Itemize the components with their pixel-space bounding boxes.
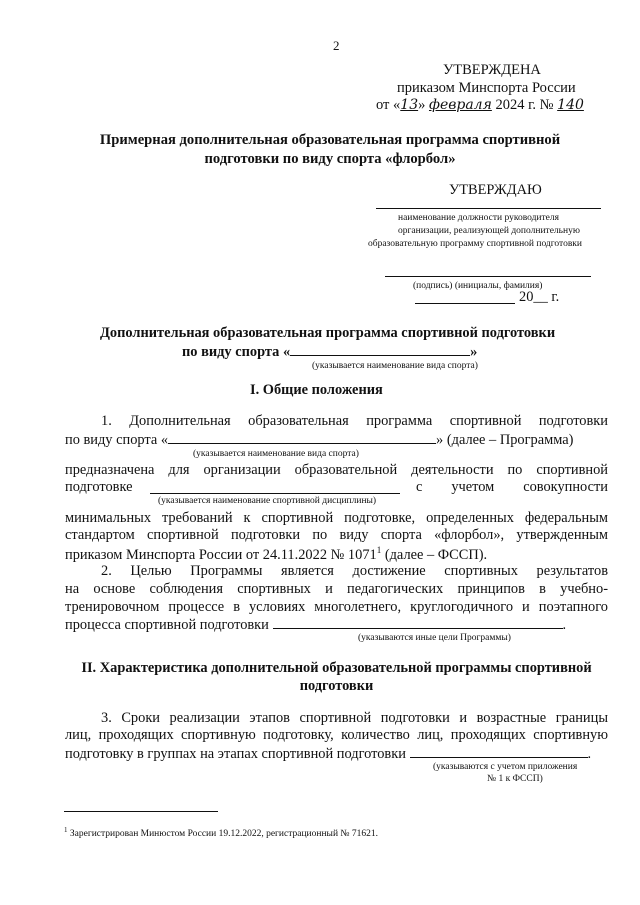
approval-title: УТВЕРЖДЕНА xyxy=(443,62,541,78)
approval-day: 13 xyxy=(400,97,419,113)
approval-date-mid: » xyxy=(418,97,426,113)
p1-line7-text: приказом Минспорта России от 24.11.2022 № 1071 xyxy=(65,546,377,563)
utverzhdayu-label: УТВЕРЖДАЮ xyxy=(449,182,542,198)
p1-line1: 1. Дополнительная образовательная программа спортивной подготовки xyxy=(101,413,608,429)
p1-line4-b: с учетом совокупности xyxy=(416,479,608,495)
p1-line4-a: подготовке xyxy=(65,479,133,495)
approval-date-prefix: от « xyxy=(376,97,401,113)
p2-line1: 2. Целью Программы является достижение спортивных результатов xyxy=(101,563,608,579)
approval-month: февраля xyxy=(428,97,492,113)
p3-line3-text: подготовку в группах на этапах спортивной подготовки xyxy=(65,746,406,762)
p1-line2 xyxy=(65,431,608,449)
footnote-mark: 1 xyxy=(64,826,68,834)
document-title xyxy=(60,131,600,169)
p2-caption: (указываются иные цели Программы) xyxy=(358,633,511,643)
p3-line3-end: . xyxy=(587,746,592,762)
program-title-prefix: по виду спорта « xyxy=(182,344,291,360)
program-title-line1: Дополнительная образовательная программа спортивной подготовки xyxy=(100,325,556,341)
p1-line5: минимальных требований к спортивной подготовке, определенных федеральным xyxy=(65,510,608,526)
document-title-line2: подготовки по виду спорта «флорбол» xyxy=(204,151,456,167)
section2-heading-line1: II. Характеристика дополнительной образовательной программы спортивной xyxy=(81,660,592,676)
p2-line4 xyxy=(65,616,566,634)
p3-line3 xyxy=(65,745,591,763)
footnote-separator xyxy=(64,811,218,812)
signature-line xyxy=(385,276,591,277)
document-title-line1: Примерная дополнительная образовательная программа спортивной xyxy=(99,132,561,148)
footnote-text: Зарегистрирован Минюстом России 19.12.2022, регистрационный № 71621. xyxy=(67,829,378,840)
p1-line6: стандартом спортивной подготовки по виду спорта «флорбол», утвержденным xyxy=(65,527,608,543)
p2-line4-end: . xyxy=(562,617,567,633)
p1-line2-prefix: по виду спорта « xyxy=(65,432,169,448)
manager-caption-1: наименование должности руководителя xyxy=(398,213,559,223)
program-title-caption: (указывается наименование вида спорта) xyxy=(312,361,478,371)
p1-sport-blank xyxy=(168,431,436,444)
program-title-line2 xyxy=(182,343,477,361)
p1-line2-suffix: » (далее – Программа) xyxy=(436,432,574,448)
approval-year: 2024 г. № xyxy=(495,97,554,113)
date-year: 20__ г. xyxy=(519,289,560,305)
p1-caption1: (указывается наименование вида спорта) xyxy=(193,449,359,459)
p1-line3: предназначена для организации образовательной деятельности по спортивной xyxy=(65,462,608,478)
date-line xyxy=(415,303,515,304)
manager-caption-3: образовательную программу спортивной подготовки xyxy=(368,239,583,249)
footnote xyxy=(64,826,378,839)
p3-caption2: № 1 к ФССП) xyxy=(487,774,543,784)
p3-caption1: (указываются с учетом приложения xyxy=(433,762,578,772)
p3-line2: лиц, проходящих спортивную подготовку, количество лиц, проходящих спортивную xyxy=(65,727,608,743)
p2-line2: на основе соблюдения спортивных и педагогических принципов в учебно- xyxy=(65,581,608,597)
section2-heading-line2: подготовки xyxy=(299,678,374,694)
footnote-ref: 1 xyxy=(376,545,382,555)
other-goals-blank xyxy=(273,616,563,629)
p3-line1: 3. Сроки реализации этапов спортивной подготовки и возрастные границы xyxy=(101,710,608,726)
age-limits-blank xyxy=(410,745,588,758)
approval-number: 140 xyxy=(557,97,584,113)
approval-date-line xyxy=(376,97,584,114)
signature-caption: (подпись) (инициалы, фамилия) xyxy=(413,281,543,291)
p2-line3: тренировочном процессе в условиях многолетнего, круглогодичного и поэтапного xyxy=(65,599,608,615)
program-title-suffix: » xyxy=(470,344,478,360)
p2-line4-text: процесса спортивной подготовки xyxy=(65,617,269,633)
p1-line7-end: (далее – ФССП). xyxy=(381,546,488,563)
discipline-blank xyxy=(150,493,400,494)
page-number: 2 xyxy=(333,38,340,53)
manager-caption-2: организации, реализующей дополнительную xyxy=(398,226,580,236)
p1-line7 xyxy=(65,545,487,564)
manager-position-line xyxy=(376,208,601,209)
sport-name-blank xyxy=(290,343,470,356)
section1-heading: I. Общие положения xyxy=(250,382,383,398)
p1-caption2: (указывается наименование спортивной дисциплины) xyxy=(158,496,377,506)
approval-order: приказом Минспорта России xyxy=(397,80,576,96)
